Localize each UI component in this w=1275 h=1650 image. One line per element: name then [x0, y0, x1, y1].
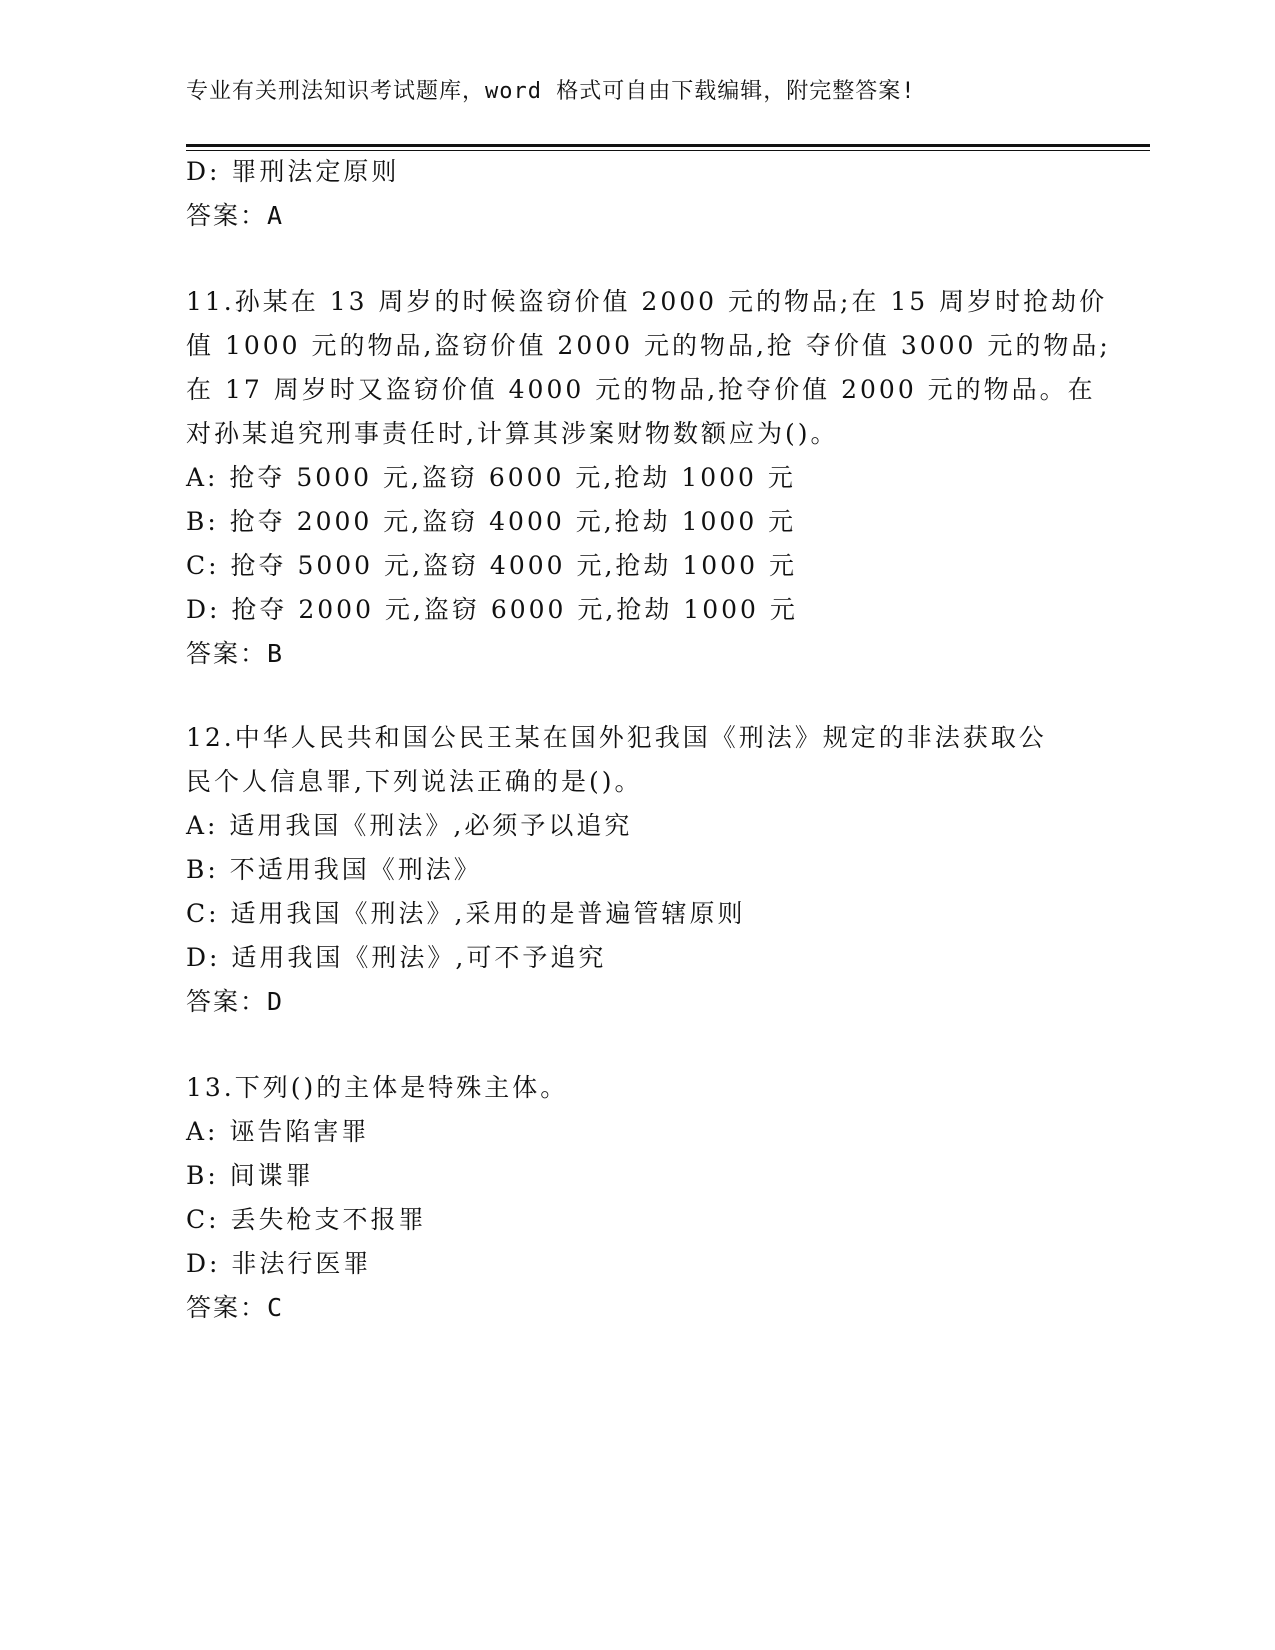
q12-option-c: C: 适用我国《刑法》,采用的是普遍管辖原则: [186, 899, 746, 928]
answer-value: B: [267, 639, 285, 668]
q12-answer: [186, 984, 284, 1020]
q12-stem-line: 12.中华人民共和国公民王某在国外犯我国《刑法》规定的非法获取公: [186, 723, 1047, 752]
prev-question-answer: [186, 198, 284, 234]
q11-stem-line: 对孙某追究刑事责任时,计算其涉案财物数额应为()。: [186, 419, 839, 448]
q13-stem-line: 13.下列()的主体是特殊主体。: [186, 1073, 569, 1102]
header-rule-thin: [186, 150, 1150, 151]
answer-value: A: [267, 201, 285, 230]
q11-stem-line: 在 17 周岁时又盗窃价值 4000 元的物品,抢夺价值 2000 元的物品。在: [186, 375, 1096, 404]
q11-stem-line: 值 1000 元的物品,盗窃价值 2000 元的物品,抢 夺价值 3000 元的物品;: [186, 331, 1111, 360]
header-rule-thick: [186, 144, 1150, 147]
answer-label: 答案：: [186, 1293, 268, 1322]
page-header: 专业有关刑法知识考试题库，word 格式可自由下载编辑，附完整答案!: [186, 79, 916, 104]
answer-label: 答案：: [186, 639, 268, 668]
q12-option-b: B: 不适用我国《刑法》: [186, 855, 482, 884]
answer-value: D: [267, 987, 285, 1016]
answer-label: 答案：: [186, 987, 268, 1016]
q11-option-b: B: 抢夺 2000 元,盗窃 4000 元,抢劫 1000 元: [186, 507, 797, 536]
q11-option-c: C: 抢夺 5000 元,盗窃 4000 元,抢劫 1000 元: [186, 551, 797, 580]
q11-stem-line: 11.孙某在 13 周岁的时候盗窃价值 2000 元的物品;在 15 周岁时抢劫价: [186, 287, 1108, 316]
q11-option-a: A: 抢夺 5000 元,盗窃 6000 元,抢劫 1000 元: [186, 463, 796, 492]
answer-value: C: [267, 1293, 285, 1322]
q13-option-b: B: 间谍罪: [186, 1161, 314, 1190]
q11-option-d: D: 抢夺 2000 元,盗窃 6000 元,抢劫 1000 元: [186, 595, 798, 624]
q13-option-a: A: 诬告陷害罪: [186, 1117, 370, 1146]
q12-stem-line: 民个人信息罪,下列说法正确的是()。: [186, 767, 643, 796]
q12-option-a: A: 适用我国《刑法》,必须予以追究: [186, 811, 633, 840]
q13-option-d: D: 非法行医罪: [186, 1249, 372, 1278]
q12-option-d: D: 适用我国《刑法》,可不予追究: [186, 943, 607, 972]
prev-question-option-d: D: 罪刑法定原则: [186, 157, 400, 186]
q11-answer: [186, 636, 284, 672]
q13-answer: [186, 1290, 284, 1326]
q13-option-c: C: 丢失枪支不报罪: [186, 1205, 427, 1234]
answer-label: 答案：: [186, 201, 268, 230]
